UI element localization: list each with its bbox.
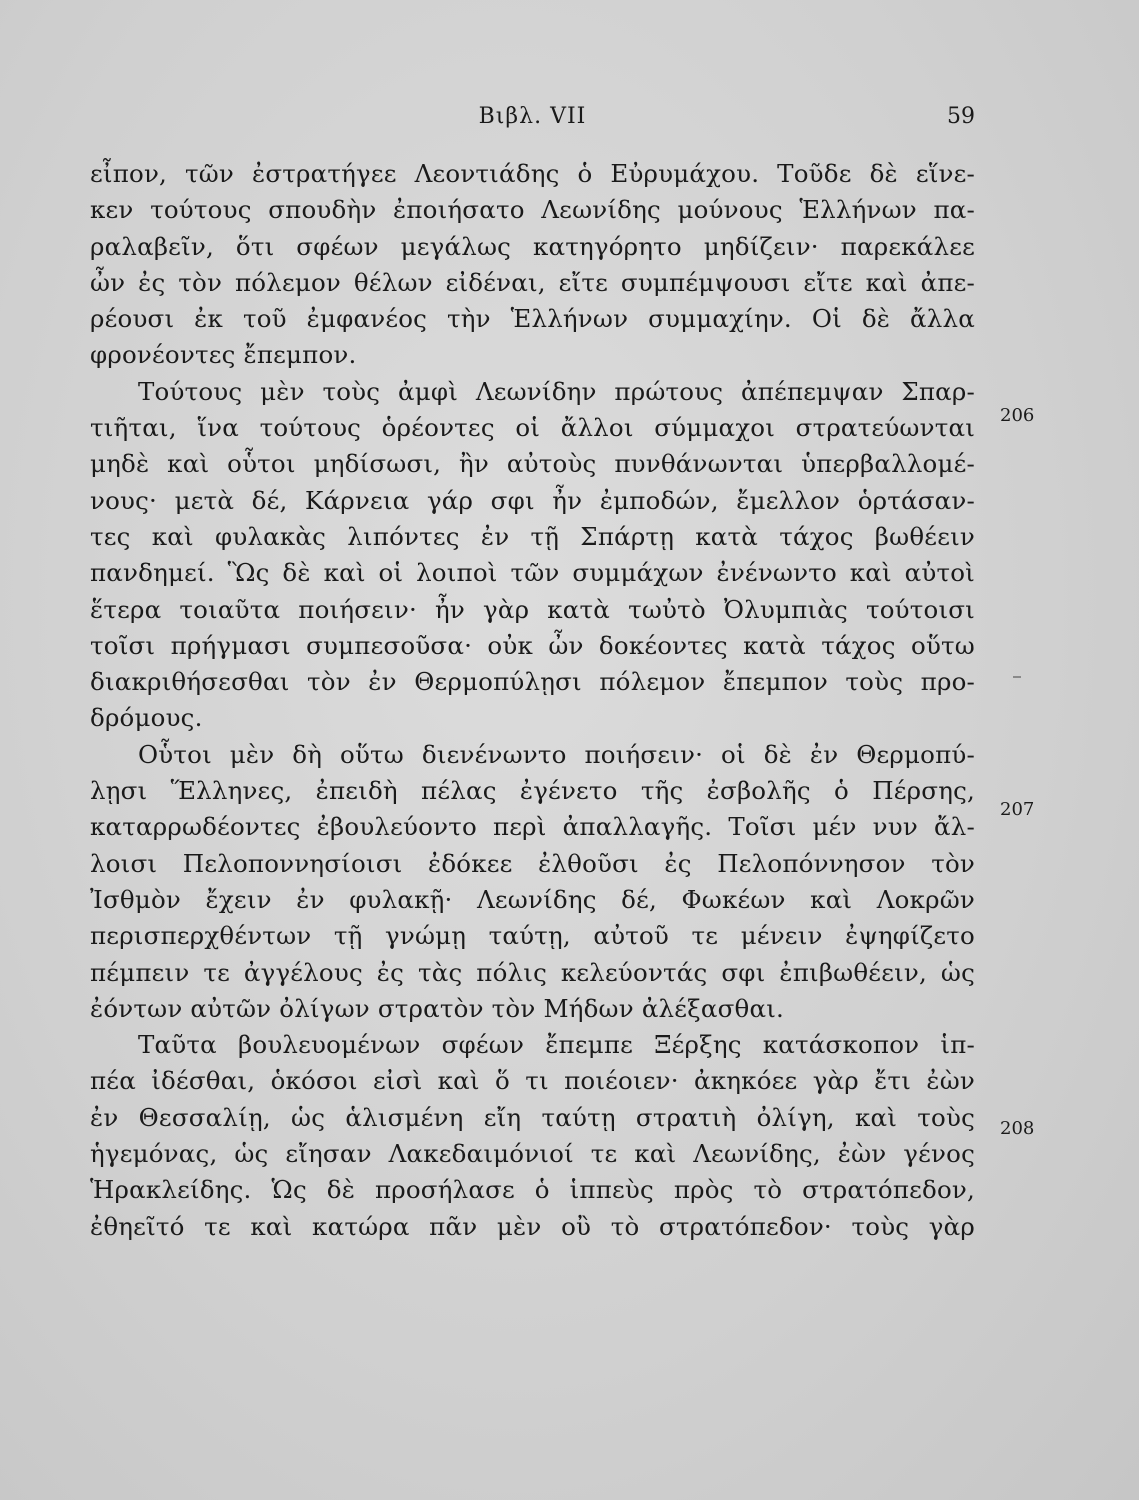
- text-line: εἶπον, τῶν ἐστρατήγεε Λεοντιάδης ὁ Εὐρυμάχου. Τοῦδε δὲ εἵνε-: [90, 159, 975, 188]
- text-line: κεν τούτους σπουδὴν ἐποιήσατο Λεωνίδης μούνους Ἑλλήνων πα-: [90, 195, 975, 225]
- section-number-206: 206: [1000, 405, 1035, 426]
- text-line: τοῖσι πρήγμασι συμπεσοῦσα· οὐκ ὦν δοκέοντες κατὰ τάχος οὕτω: [90, 630, 975, 660]
- page-number: 59: [947, 104, 975, 129]
- text-line: Ἰσθμὸν ἔχειν ἐν φυλακῇ· Λεωνίδης δέ, Φωκέων καὶ Λοκρῶν: [90, 884, 975, 914]
- text-line: ἐν Θεσσαλίῃ, ὡς ἁλισμένη εἴη ταύτῃ στρατιὴ ὀλίγη, καὶ τοὺς: [90, 1102, 975, 1132]
- text-line: Ἡρακλείδης. Ὡς δὲ προσήλασε ὁ ἱππεὺς πρὸς τὸ στρατόπεδον,: [90, 1175, 975, 1205]
- page-header: [90, 104, 975, 138]
- text-line: λοισι Πελοποννησίοισι ἐδόκεε ἐλθοῦσι ἐς Πελοπόννησον τὸν: [90, 848, 975, 878]
- margin-mark: [1013, 676, 1021, 678]
- text-line: λῃσι Ἕλληνες, ἐπειδὴ πέλας ἐγένετο τῆς ἐσβολῆς ὁ Πέρσης,: [90, 776, 975, 806]
- text-line: ἐθηεῖτό τε καὶ κατώρα πᾶν μὲν οὒ τὸ στρατόπεδον· τοὺς γὰρ: [90, 1211, 975, 1241]
- text-line: Ταῦτα βουλευομένων σφέων ἔπεμπε Ξέρξης κατάσκοπον ἱπ-: [138, 1030, 975, 1060]
- text-line: Οὗτοι μὲν δὴ οὕτω διενένωντο ποιήσειν· οἱ δὲ ἐν Θερμοπύ-: [138, 739, 975, 769]
- text-line: ἐόντων αὐτῶν ὀλίγων στρατὸν τὸν Μήδων ἀλέξασθαι.: [90, 993, 785, 1023]
- text-line: ἕτερα τοιαῦτα ποιήσειν· ἦν γὰρ κατὰ τωὐτὸ Ὀλυμπιὰς τούτοισι: [90, 594, 975, 624]
- text-line: τες καὶ φυλακὰς λιπόντες ἐν τῇ Σπάρτῃ κατὰ τάχος βωθέειν: [90, 521, 975, 551]
- section-number-208: 208: [1000, 1118, 1035, 1139]
- text-line: περισπερχθέντων τῇ γνώμῃ ταύτῃ, αὐτοῦ τε μένειν ἐψηφίζετο: [90, 921, 975, 951]
- text-line: ρέουσι ἐκ τοῦ ἐμφανέος τὴν Ἑλλήνων συμμαχίην. Οἱ δὲ ἄλλα: [90, 304, 975, 334]
- section-number-207: 207: [1000, 799, 1035, 820]
- text-line: ἡγεμόνας, ὡς εἴησαν Λακεδαιμόνιοί τε καὶ Λεωνίδης, ἐὼν γένος: [90, 1139, 975, 1169]
- text-line: Τούτους μὲν τοὺς ἀμφὶ Λεωνίδην πρώτους ἀπέπεμψαν Σπαρ-: [138, 376, 975, 406]
- text-line: νους· μετὰ δέ, Κάρνεια γάρ σφι ἦν ἐμποδών, ἔμελλον ὁρτάσαν-: [90, 485, 975, 515]
- text-line: ραλαβεῖν, ὅτι σφέων μεγάλως κατηγόρητο μηδίζειν· παρεκάλεε: [90, 231, 975, 261]
- text-line: δρόμους.: [90, 703, 203, 733]
- text-line: πέα ἰδέσθαι, ὁκόσοι εἰσὶ καὶ ὅ τι ποιέοιεν· ἀκηκόεε γὰρ ἔτι ἐὼν: [90, 1066, 975, 1096]
- text-line: τιῆται, ἵνα τούτους ὁρέοντες οἱ ἄλλοι σύμμαχοι στρατεύωνται: [90, 413, 975, 443]
- text-line: μηδὲ καὶ οὗτοι μηδίσωσι, ἢν αὐτοὺς πυνθάνωνται ὑπερβαλλομέ-: [90, 449, 975, 479]
- text-line: φρονέοντες ἔπεμπον.: [90, 340, 357, 370]
- text-line: πέμπειν τε ἀγγέλους ἐς τὰς πόλις κελεύοντάς σφι ἐπιβωθέειν, ὡς: [90, 957, 975, 987]
- text-line: καταρρωδέοντες ἐβουλεύοντο περὶ ἀπαλλαγῆς. Τοῖσι μέν νυν ἄλ-: [90, 812, 975, 842]
- text-line: διακριθήσεσθαι τὸν ἐν Θερμοπύλῃσι πόλεμον ἔπεμπον τοὺς προ-: [90, 667, 975, 697]
- running-title: Βιβλ. VII: [478, 104, 587, 129]
- text-line: ὦν ἐς τὸν πόλεμον θέλων εἰδέναι, εἴτε συμπέμψουσι εἴτε καὶ ἀπε-: [90, 267, 975, 297]
- text-line: πανδημεί. Ὣς δὲ καὶ οἱ λοιποὶ τῶν συμμάχων ἐνένωντο καὶ αὐτοὶ: [90, 558, 975, 588]
- body-text: [90, 156, 975, 1245]
